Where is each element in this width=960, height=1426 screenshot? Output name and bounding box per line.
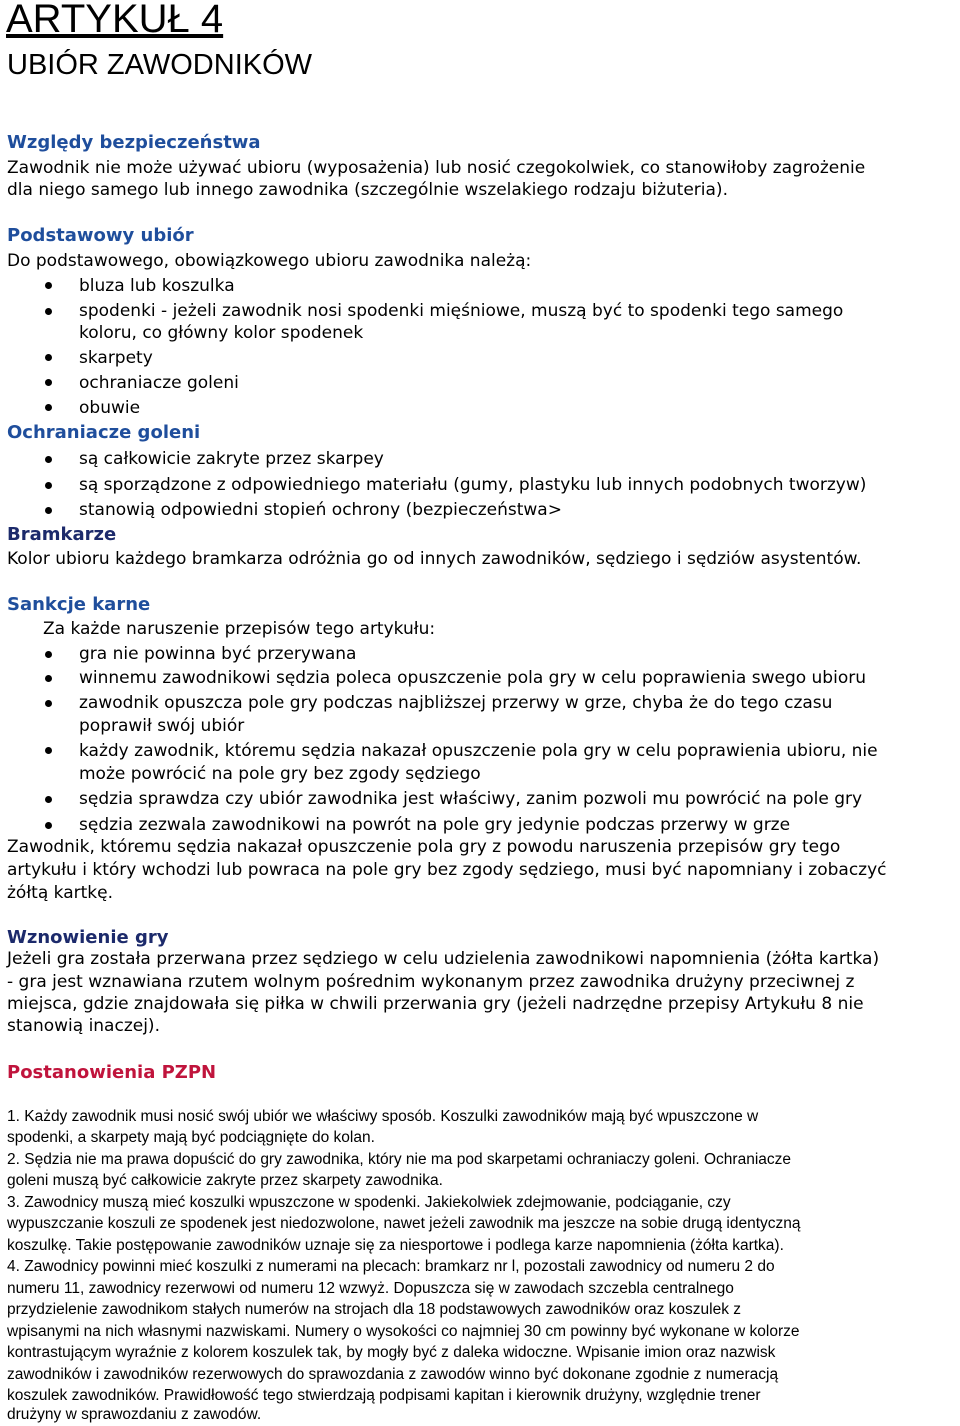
list-item: bluza lub koszulka [79, 276, 235, 296]
pzpn-heading: Postanowienia PZPN [7, 1062, 217, 1083]
pzpn-line: przydzielenie zawodnikom stałych numerów na strojach dla 18 podstawowych zawodników oraz koszulek z [7, 1301, 742, 1318]
list-item: obuwie [79, 398, 141, 418]
list-item: gra nie powinna być przerywana [79, 644, 357, 664]
safety-line: Zawodnik nie może używać ubioru (wyposażenia) lub nosić czegokolwiek, co stanowiłoby zagrożenie [7, 158, 866, 178]
sanctions-outro-line: żółtą kartkę. [7, 883, 113, 903]
pzpn-line: koszulkę. Takie postępowanie zawodników uznaje się za niesportowe i podlega karze napomnienia (żółta kartka). [7, 1237, 784, 1254]
safety-line: dla niego samego lub innego zawodnika (szczególnie wszelakiego rodzaju biżuteria). [7, 180, 728, 200]
article-subtitle: UBIÓR ZAWODNIKÓW [7, 49, 313, 81]
list-item-continuation: koloru, co główny kolor spodenek [79, 323, 364, 343]
list-item: winnemu zawodnikowi sędzia poleca opuszczenie pola gry w celu poprawienia swego ubioru [79, 668, 866, 688]
sanctions-intro: Za każde naruszenie przepisów tego artykułu: [43, 619, 436, 639]
bullet-icon [45, 379, 52, 386]
list-item: sędzia zezwala zawodnikowi na powrót na pole gry jedynie podczas przerwy w grze [79, 815, 791, 835]
sanctions-heading: Sankcje karne [7, 594, 151, 615]
article-title: ARTYKUŁ 4 [6, 0, 224, 41]
pzpn-line: goleni muszą być całkowicie zakryte przez skarpety zawodnika. [7, 1172, 443, 1189]
safety-heading: Względy bezpieczeństwa [7, 132, 261, 153]
pzpn-line: koszulek zawodników. Prawidłowość tego stwierdzają podpisami kapitan i kierownik drużyny, względnie trener [7, 1387, 761, 1404]
restart-line: Jeżeli gra została przerwana przez sędziego w celu udzielenia zawodnikowi napomnienia (żółta kartka) [7, 949, 880, 969]
pzpn-line: 2. Sędzia nie ma prawa dopuścić do gry zawodnika, który nie ma pod skarpetami ochraniaczy goleni. Ochraniacze [7, 1151, 792, 1168]
goalkeepers-text: Kolor ubioru każdego bramkarza odróżnia go od innych zawodników, sędziego i sędziów asystentów. [7, 549, 862, 569]
bullet-icon [45, 354, 52, 361]
restart-heading: Wznowienie gry [7, 927, 169, 948]
restart-line: stanowią inaczej). [7, 1016, 160, 1036]
pzpn-line: 4. Zawodnicy powinni mieć koszulki z numerami na plecach: bramkarz nr l, pozostali zawodnicy od numeru 2 do [7, 1258, 775, 1275]
pzpn-line: zawodników i zawodników rezerwowych do sprawozdania z zawodów winno być dokonane zgodnie z numeracją [7, 1366, 779, 1383]
restart-line: miejsca, gdzie znajdowała się piłka w chwili przerwania gry (jeżeli nadrzędne przepisy Artykułu 8 nie [7, 994, 864, 1014]
pzpn-line: wypuszczanie koszuli ze spodenek jest niedozwolone, nawet jeżeli zawodnik ma jeszcze na sobie drugą identyczną [7, 1215, 801, 1232]
pzpn-line: 3. Zawodnicy muszą mieć koszulki wpuszczone w spodenki. Jakiekolwiek zdejmowanie, podciąganie, czy [7, 1194, 731, 1211]
sanctions-outro-line: Zawodnik, któremu sędzia nakazał opuszczenie pola gry z powodu naruszenia przepisów gry tego [7, 837, 841, 857]
list-item: sędzia sprawdza czy ubiór zawodnika jest właściwy, zanim pozwoli mu powrócić na pole gry [79, 789, 863, 809]
bullet-icon [45, 507, 52, 514]
basic-heading: Podstawowy ubiór [7, 225, 194, 246]
bullet-icon [45, 700, 52, 707]
list-item: są sporządzone z odpowiedniego materiału (gumy, plastyku lub innych podobnych tworzyw) [79, 475, 867, 495]
bullet-icon [45, 282, 52, 289]
list-item: każdy zawodnik, któremu sędzia nakazał opuszczenie pola gry w celu poprawienia ubioru, nie [79, 741, 878, 761]
pzpn-line: kontrastującym wyraźnie z kolorem koszulek tak, by mogły być z daleka widoczne. Wpisanie imion oraz nazwisk [7, 1344, 776, 1361]
bullet-icon [45, 456, 52, 463]
bullet-icon [45, 482, 52, 489]
pzpn-line: 1. Każdy zawodnik musi nosić swój ubiór we właściwy sposób. Koszulki zawodników mają być wpuszczone w [7, 1108, 759, 1125]
restart-line: - gra jest wznawiana rzutem wolnym pośrednim wykonanym przez zawodnika drużyny przeciwnej z [7, 972, 855, 992]
list-item-continuation: poprawił swój ubiór [79, 716, 245, 736]
list-item: zawodnik opuszcza pole gry podczas najbliższej przerwy w grze, chyba że do tego czasu [79, 693, 833, 713]
pzpn-line: wpisanymi na nich własnymi nazwiskami. Numery o wysokości co najmniej 30 cm powinny być wykonane w kolorze [7, 1323, 800, 1340]
pzpn-line: drużyny w sprawozdaniu z zawodów. [7, 1406, 262, 1423]
goalkeepers-heading: Bramkarze [7, 524, 117, 545]
list-item: są całkowicie zakryte przez skarpey [79, 449, 384, 469]
basic-intro: Do podstawowego, obowiązkowego ubioru zawodnika należą: [7, 251, 532, 271]
bullet-icon [45, 675, 52, 682]
list-item: spodenki - jeżeli zawodnik nosi spodenki mięśniowe, muszą być to spodenki tego samego [79, 301, 844, 321]
bullet-icon [45, 796, 52, 803]
list-item: stanowią odpowiedni stopień ochrony (bezpieczeństwa> [79, 500, 562, 520]
list-item: skarpety [79, 348, 153, 368]
bullet-icon [45, 404, 52, 411]
bullet-icon [45, 651, 52, 658]
bullet-icon [45, 308, 52, 315]
sanctions-outro-line: artykułu i który wchodzi lub powraca na pole gry bez zgody sędziego, musi być napomniany i zobaczyć [7, 860, 887, 880]
bullet-icon [45, 822, 52, 829]
list-item-continuation: może powrócić na pole gry bez zgody sędziego [79, 764, 481, 784]
shin-heading: Ochraniacze goleni [7, 422, 201, 443]
bullet-icon [45, 747, 52, 754]
pzpn-line: numeru 11, zawodnicy rezerwowi od numeru 12 wzwyż. Dopuszcza się w zawodach szczebla centralnego [7, 1280, 734, 1297]
list-item: ochraniacze goleni [79, 373, 239, 393]
pzpn-line: spodenki, a skarpety mają być podciągnięte do kolan. [7, 1129, 375, 1146]
